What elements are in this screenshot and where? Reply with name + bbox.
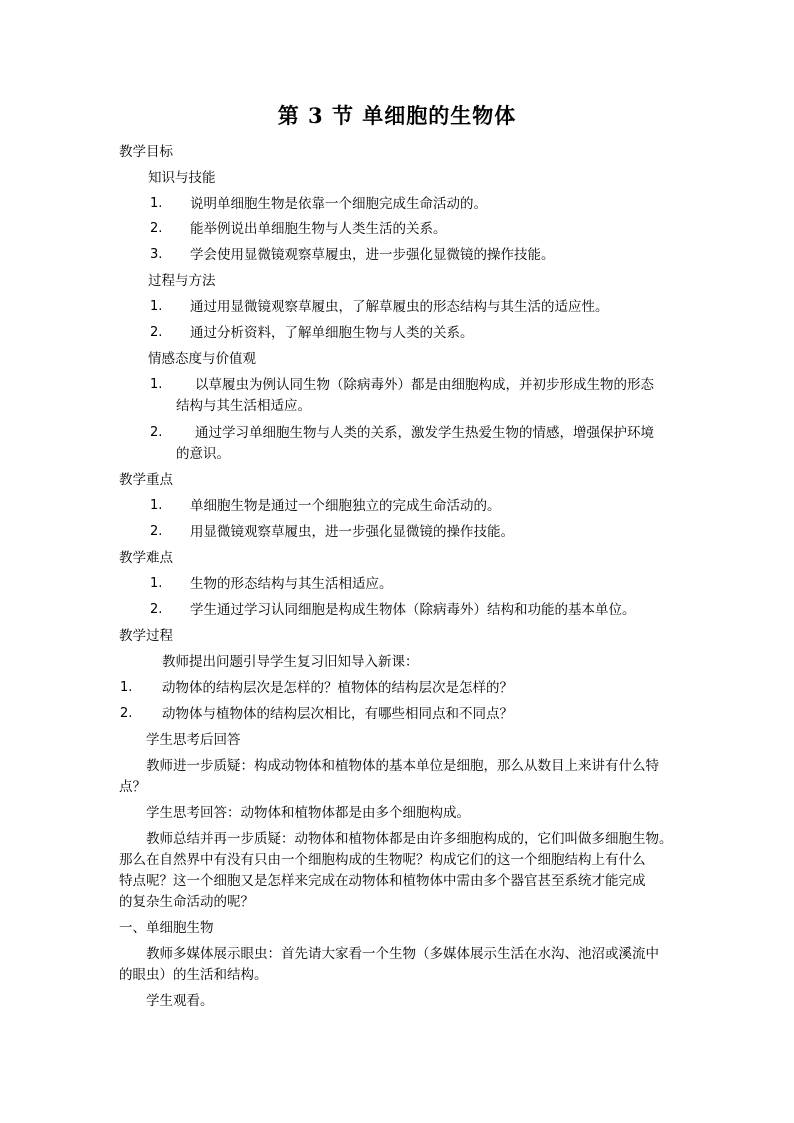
list-item-number: 2. bbox=[150, 425, 163, 440]
paragraph-continued: 点？ bbox=[119, 779, 146, 795]
paragraph-continued: 特点呢？这一个细胞又是怎样来完成在动物体和植物体中需由多个器官甚至系统才能完成 bbox=[119, 873, 646, 889]
list-item-text: 通过用显微镜观察草履虫，了解草履虫的形态结构与其生活的适应性。 bbox=[190, 299, 609, 315]
list-item-number: 1. bbox=[150, 498, 163, 513]
list-item-number: 1. bbox=[120, 680, 133, 695]
list-item-number: 1. bbox=[150, 576, 163, 591]
list-item-number: 2. bbox=[150, 325, 163, 340]
list-item-number: 1. bbox=[150, 299, 163, 314]
list-item-number: 1. bbox=[150, 377, 163, 392]
list-item-text: 学会使用显微镜观察草履虫，进一步强化显微镜的操作技能。 bbox=[190, 247, 555, 263]
list-item-text: 用显微镜观察草履虫，进一步强化显微镜的操作技能。 bbox=[190, 524, 514, 540]
section-heading-difficulty: 教学难点 bbox=[119, 550, 173, 566]
list-item-text: 通过学习单细胞生物与人类的关系，激发学生热爱生物的情感，增强保护环境 bbox=[195, 425, 654, 441]
list-item-text: 通过分析资料，了解单细胞生物与人类的关系。 bbox=[190, 325, 474, 341]
paragraph: 学生思考后回答 bbox=[146, 732, 241, 748]
list-item-text: 动物体与植物体的结构层次相比，有哪些相同点和不同点？ bbox=[162, 706, 513, 722]
paragraph-continued: 的眼虫）的生活和结构。 bbox=[119, 967, 268, 983]
list-item-text: 单细胞生物是通过一个细胞独立的完成生命活动的。 bbox=[190, 498, 501, 514]
list-item-text: 生物的形态结构与其生活相适应。 bbox=[190, 576, 393, 592]
paragraph: 教师进一步质疑：构成动物体和植物体的基本单位是细胞，那么从数目上来讲有什么特 bbox=[146, 758, 659, 774]
paragraph: 教师提出问题引导学生复习旧知导入新课： bbox=[162, 654, 419, 670]
subheading-attitude: 情感态度与价值观 bbox=[148, 351, 256, 367]
paragraph: 教师总结并再一步质疑：动物体和植物体都是由许多细胞构成的，它们叫做多细胞生物。 bbox=[146, 831, 673, 847]
list-item-text: 说明单细胞生物是依靠一个细胞完成生命活动的。 bbox=[190, 196, 487, 212]
paragraph-continued: 的复杂生命活动的呢？ bbox=[119, 894, 254, 910]
list-item-text: 动物体的结构层次是怎样的？植物体的结构层次是怎样的？ bbox=[162, 680, 513, 696]
list-item-text: 能举例说出单细胞生物与人类生活的关系。 bbox=[190, 221, 447, 237]
list-item-number: 2. bbox=[150, 524, 163, 539]
section-heading-procedure: 教学过程 bbox=[119, 628, 173, 644]
paragraph: 学生观看。 bbox=[146, 993, 214, 1009]
list-item-number: 1. bbox=[150, 196, 163, 211]
paragraph-continued: 那么在自然界中有没有只由一个细胞构成的生物呢？构成它们的这一个细胞结构上有什么 bbox=[119, 852, 646, 868]
paragraph: 教师多媒体展示眼虫：首先请大家看一个生物（多媒体展示生活在水沟、池沼或溪流中 bbox=[146, 946, 659, 962]
subheading-knowledge: 知识与技能 bbox=[148, 170, 216, 186]
list-item-number: 3. bbox=[150, 247, 163, 262]
list-item-text-continued: 的意识。 bbox=[176, 446, 230, 462]
list-item-number: 2. bbox=[150, 221, 163, 236]
section-heading-goals: 教学目标 bbox=[119, 144, 173, 160]
section-heading-part1: 一、单细胞生物 bbox=[119, 920, 214, 936]
subheading-process: 过程与方法 bbox=[148, 273, 216, 289]
list-item-text: 学生通过学习认同细胞是构成生物体（除病毒外）结构和功能的基本单位。 bbox=[190, 602, 636, 618]
list-item-text-continued: 结构与其生活相适应。 bbox=[176, 398, 311, 414]
list-item-text: 以草履虫为例认同生物（除病毒外）都是由细胞构成，并初步形成生物的形态 bbox=[195, 377, 654, 393]
page-title: 第 3 节 单细胞的生物体 bbox=[277, 103, 517, 128]
list-item-number: 2. bbox=[150, 602, 163, 617]
paragraph: 学生思考回答：动物体和植物体都是由多个细胞构成。 bbox=[146, 805, 470, 821]
section-heading-key: 教学重点 bbox=[119, 472, 173, 488]
list-item-number: 2. bbox=[120, 706, 133, 721]
